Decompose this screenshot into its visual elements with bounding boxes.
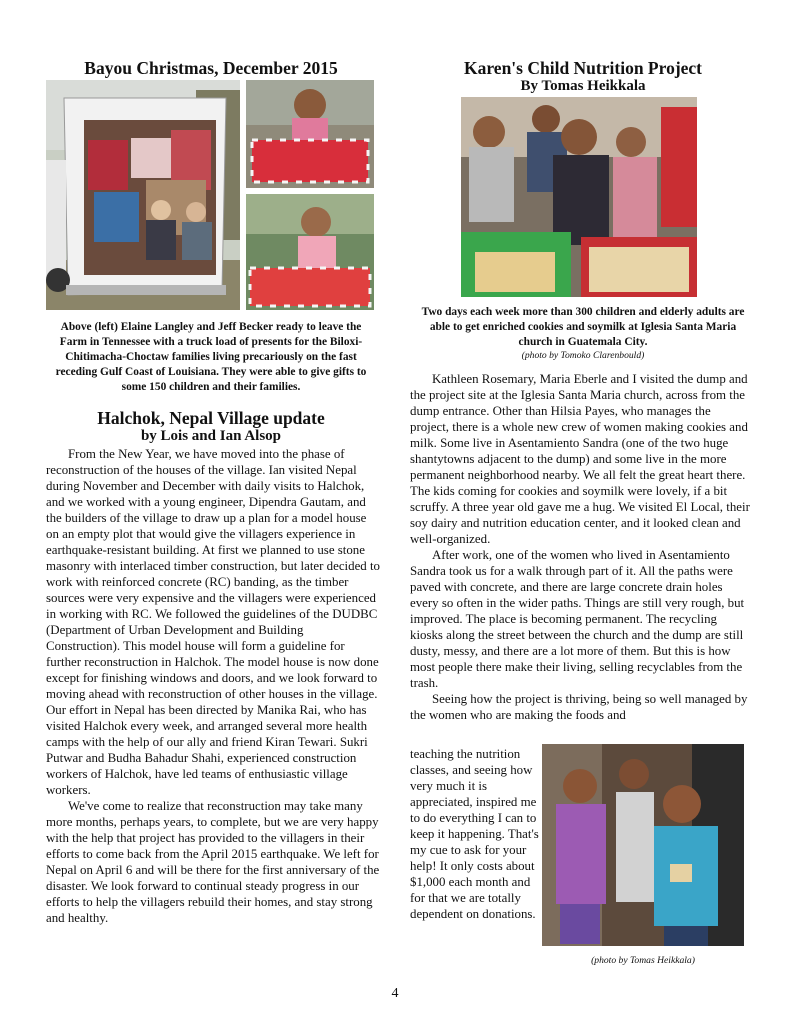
karen-paragraph-1: Kathleen Rosemary, Maria Eberle and I visited the dump and the project site at the Iglesia Santa Maria church, across from the dump entrance. Other than Hilsia Payes, who manages the project, there is a whole new crew of women making cookies and milk. Some live in Asentamiento Sandra (one of the two huge shantytowns adjacent to the dump) and some live in the more permanent neighborhood nearby. We all felt the great heart there. The kids coming for cookies and soymilk were lovely, if a bit scruffy. A three year old gave me a hug. We visited El Local, their soy dairy and nutrition education center, and it looked clean and well-organized. <box>410 372 750 546</box>
children-group-photo <box>542 744 744 946</box>
karen-article-continued <box>410 746 542 922</box>
bayou-christmas-title: Bayou Christmas, December 2015 <box>84 58 338 78</box>
nutrition-photo-caption: Two days each week more than 300 children and elderly adults are able to get enriched cookies and soymilk at Iglesia Santa Maria church in Guatemala City. <box>421 306 745 348</box>
page-number: 4 <box>391 986 399 1001</box>
karen-paragraph-3: Seeing how the project is thriving, being so well managed by the women who are making the foods and <box>410 692 748 722</box>
bayou-caption: Above (left) Elaine Langley and Jeff Becker ready to leave the Farm in Tennessee with a truck load of presents for the Biloxi-Chitimacha-Choctaw families living precariously on the fast receding Gulf Coast of Louisiana. They were able to give gifts to some 150 children and their families. <box>55 321 367 393</box>
halchok-paragraph-2: We've come to realize that reconstruction may take many more months, perhaps years, to complete, but we are very happy with the help that project has provided to the villagers in their efforts to come back from the April 2015 earthquake. We left for Nepal on April 6 and will be there for the first anniversary of the disaster. We look forward to continual steady progress in our efforts to help the villagers rebuild their homes, and stay strong and healthy. <box>46 799 380 925</box>
halchok-byline: by Lois and Ian Alsop <box>140 428 282 444</box>
karen-article <box>410 371 750 723</box>
karen-paragraph-2: After work, one of the women who lived in Asentamiento Sandra took us for a walk through part of it. All the paths were paved with concrete, and there are large concrete drain holes every so often in the wider paths. Things are still very rough, but improved. The place is becoming permanent. The recycling kiosks along the street between the church and the dump are still dusty, messy, and there are a lot more of them. But this is how most people there make their living, selling recyclables from the trash. <box>410 548 745 690</box>
nutrition-photo-credit: (photo by Tomoko Clarenbould) <box>521 350 645 361</box>
children-cookies-photo <box>461 97 697 297</box>
karen-project-title: Karen's Child Nutrition Project <box>463 58 703 78</box>
girl-with-gift-photo-2 <box>246 194 374 310</box>
halchok-paragraph-1: From the New Year, we have moved into the phase of reconstruction of the houses of the village. Ian visited Nepal during November and December with daily visits to Halchok, and we worked with a young engineer, Dipendra Gautam, and the builders of the village to draw up a plan for a model house on an empty plot that would give the villagers experience in earthquake-resistant building. At first we planned to use stone masonry with interlaced timber construction, but later decided to work with reinforced concrete (RC) banding, as the timber sources were very expensive and the villagers were experienced in working with RC. We followed the guidelines of the DUDBC (Department of Urban Development and Building Construction). This model house will form a guideline for further reconstruction in Halchok. The model house is now done except for finishing windows and doors, and we look forward to moving ahead with reconstruction of other houses in the village. Our effort in Nepal has been directed by Manika Rai, who has visited Halchok every week, and arranged several more health camps with the help of our ally and friend Kiran Tewari. Sukri Putwar and Budha Bahadur Shahi, experienced construction workers of Halchok, have led teams of enthusiastic village workers. <box>46 447 380 797</box>
karen-project-byline: By Tomas Heikkala <box>520 78 646 94</box>
karen-paragraph-3-continued: teaching the nutrition classes, and seeing how very much it is appreciated, inspired me to do everything I can to keep it happening. That's my cue to ask for your help! It only costs about $1,000 each month and for that we are totally dependent on donations. <box>410 747 539 921</box>
group-photo-credit: (photo by Tomas Heikkala) <box>591 955 695 966</box>
girl-with-gift-photo-1 <box>246 80 374 188</box>
halchok-article <box>46 446 380 926</box>
halchok-title: Halchok, Nepal Village update <box>97 408 325 428</box>
truck-photo <box>46 80 240 310</box>
